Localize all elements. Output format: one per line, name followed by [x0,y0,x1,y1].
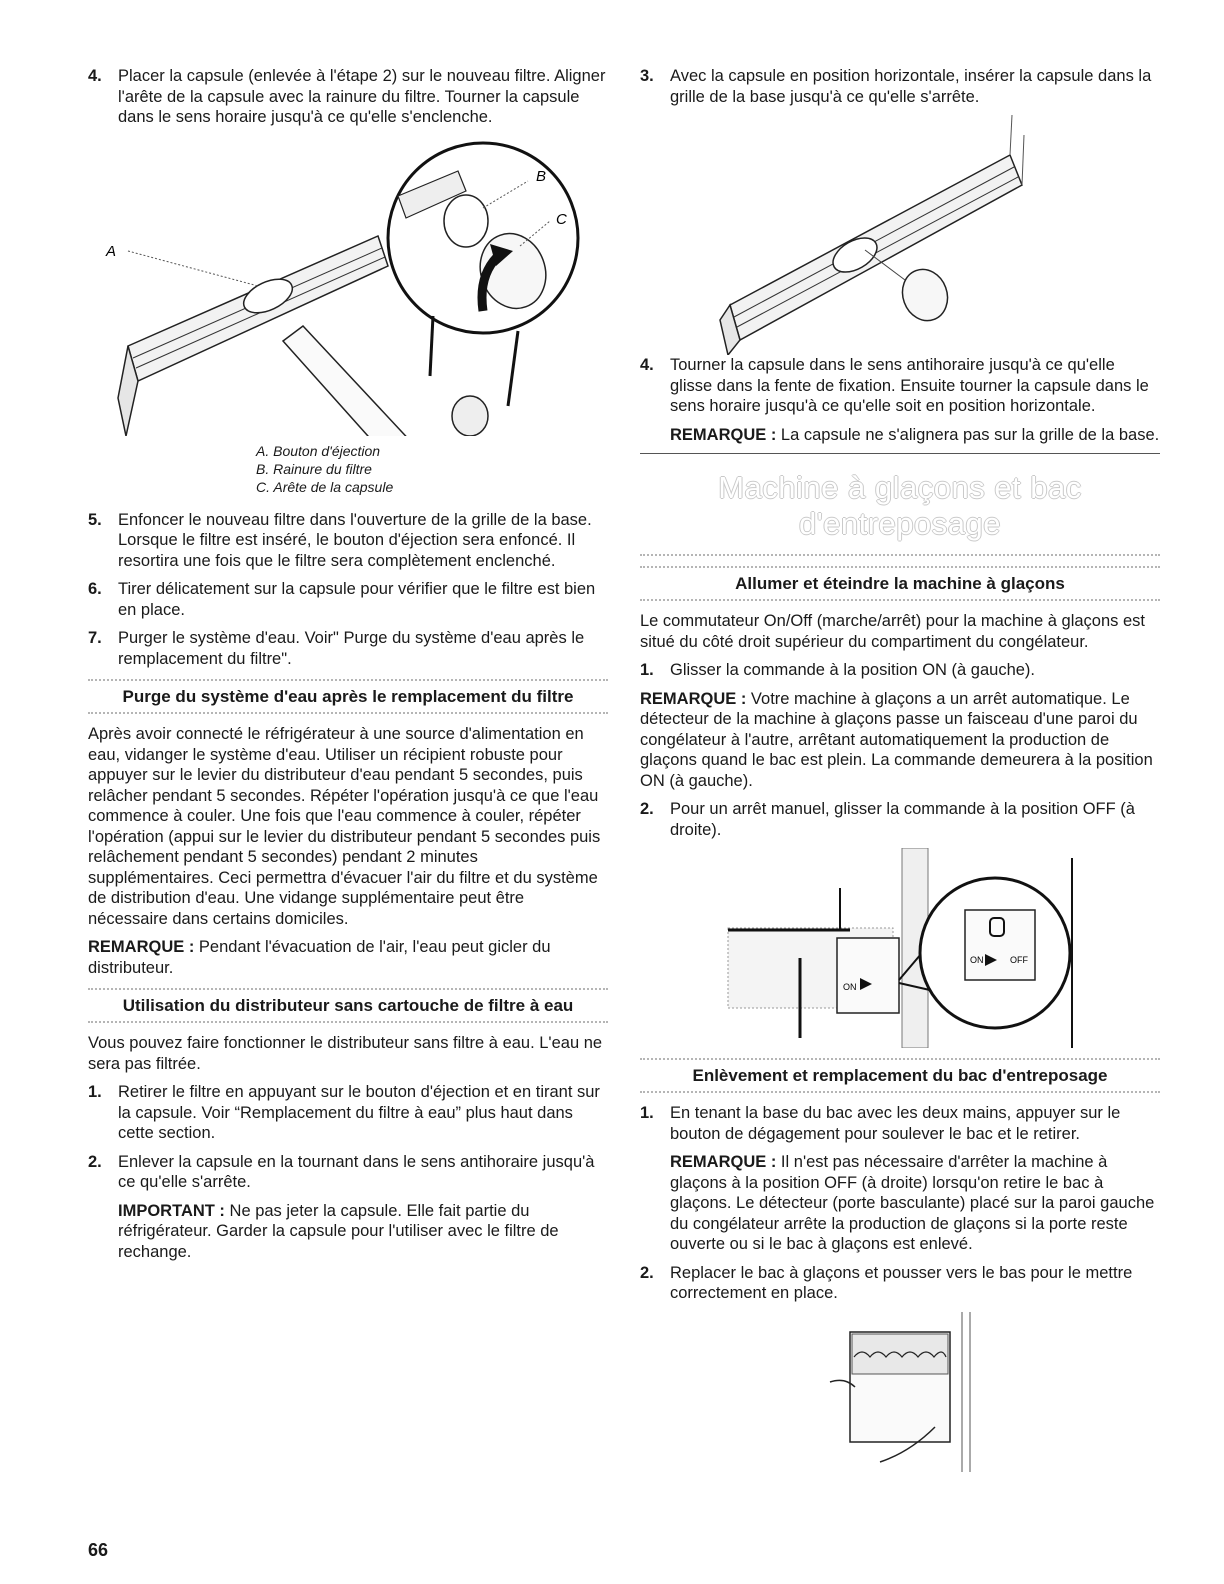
right-column [640,66,1160,1472]
switch-on-label: ON [970,955,984,965]
caption-c: C. Arête de la capsule [256,478,394,495]
allumer-step-1: 1. Glisser la commande à la position ON (à gauche). [640,661,1035,679]
allumer-text: Le commutateur On/Off (marche/arrêt) pour la machine à glaçons est situé du côté droit supérieur du compartiment du congélateur. [640,612,1146,651]
step-3-insert-cap: 3. Avec la capsule en position horizontale, insérer la capsule dans la grille de la base jusqu'à ce qu'elle s'arrête. [640,67,1152,106]
heading-bac: Enlèvement et remplacement du bac d'entreposage [640,1058,1160,1093]
label-c: C [556,210,567,228]
heading-purge: Purge du système d'eau après le remplacement du filtre [88,679,608,714]
ice-bin-illustration [640,1312,1160,1472]
switch-off-label: OFF [1010,955,1028,965]
heading-sans-cartouche: Utilisation du distributeur sans cartouche de filtre à eau [88,988,608,1023]
heading-allumer: Allumer et éteindre la machine à glaçons [640,566,1160,601]
step-4-place-cap: 4. Placer la capsule (enlevée à l'étape 2) sur le nouveau filtre. Aligner l'arête de la capsule avec la rainure du filtre. Tourner la capsule dans le sens horaire jusqu'à ce qu'elle s'enclenche. [88,67,606,126]
ice-maker-switch-illustration [640,848,1160,1048]
bac-step-1: 1. En tenant la base du bac avec les deux mains, appuyer sur le bouton de dégagement pour soulever le bac et le retirer. [640,1104,1121,1143]
page-number: 66 [88,1540,109,1560]
caption-a: A. Bouton d'éjection [256,442,381,459]
step-4-rotate-cap: 4. Tourner la capsule dans le sens antihoraire jusqu'à ce qu'elle glisse dans la fente de fixation. Ensuite tourner la capsule dans le sens horaire jusqu'à ce qu'elle soit en position horizontale. [640,356,1149,415]
cap-grille-illustration [640,115,1160,355]
step-6-check-filter: 6. Tirer délicatement sur la capsule pour vérifier que le filtre est bien en place. [88,580,596,619]
left-column [88,66,608,1270]
switch-on-small: ON [843,982,857,992]
bac-note: REMARQUE : Il n'est pas nécessaire d'arrêter la machine à glaçons à la position OFF (à droite) lorsqu'on retire le bac à glaçons. Le détecteur (porte basculante) placé sur la paroi gauche du congélateur arrête la production de glaçons si la porte reste ouverte ou si le bac à glaçons est enlevé. [670,1153,1155,1253]
caption-b: B. Rainure du filtre [256,460,372,477]
label-b: B [536,167,547,185]
filter-cap-illustration [88,136,608,436]
purge-note: REMARQUE : Pendant l'évacuation de l'air, l'eau peut gicler du distributeur. [88,938,551,977]
section-title-ice-maker: Machine à glaçons et bac d'entreposage [640,453,1160,556]
sans-text: Vous pouvez faire fonctionner le distributeur sans filtre à eau. L'eau ne sera pas filtrée. [88,1034,603,1073]
step-4-note: REMARQUE : La capsule ne s'alignera pas sur la grille de la base. [670,425,1160,444]
important-note: IMPORTANT : Ne pas jeter la capsule. Elle fait partie du réfrigérateur. Garder la capsule pour l'utiliser avec le filtre de rechange. [118,1201,559,1261]
sans-step-2: 2. Enlever la capsule en la tournant dans le sens antihoraire jusqu'à ce qu'elle s'arrête. [88,1152,595,1191]
allumer-step-2: 2. Pour un arrêt manuel, glisser la commande à la position OFF (à droite). [640,800,1135,839]
label-a: A [106,242,117,260]
step-7-purge: 7. Purger le système d'eau. Voir" Purge du système d'eau après le remplacement du filtre". [88,629,585,668]
figure-caption [88,442,608,496]
purge-text: Après avoir connecté le réfrigérateur à une source d'alimentation en eau, vidanger le système d'eau. Utiliser un récipient robuste pour appuyer sur le levier du distributeur d'eau pendant 5 secondes, puis relâcher pendant 5 secondes. Répéter l'opération jusqu'à ce que l'eau commence à couler. Une fois que l'eau commence à couler, répéter l'opération (appui sur le levier du distributeur pendant 5 secondes puis relâchement pendant 5 secondes) pendant 2 minutes supplémentaires. Ceci permettra d'évacuer l'air du filtre et du système de distribution d'eau. Une vidange supplémentaire peut être nécessaire dans certains domiciles. [88,725,601,928]
step-5-insert-filter: 5. Enfoncer le nouveau filtre dans l'ouverture de la grille de la base. Lorsque le filtre est inséré, le bouton d'éjection sera enfoncé. Il resortira une fois que le filtre sera complètement enclenché. [88,510,592,570]
bac-step-2: 2. Replacer le bac à glaçons et pousser vers le bas pour le mettre correctement en place. [640,1263,1133,1302]
allumer-note: REMARQUE : Votre machine à glaçons a un arrêt automatique. Le détecteur de la machine à glaçons passe un faisceau d'une paroi du congélateur à l'autre, arrêtant automatiquement la production de glaçons quand le bac est plein. La commande demeurera à la position ON (à gauche). [640,689,1153,790]
sans-step-1: 1. Retirer le filtre en appuyant sur le bouton d'éjection et en tirant sur la capsule. Voir “Remplacement du filtre à eau” plus haut dans cette section. [88,1083,600,1142]
